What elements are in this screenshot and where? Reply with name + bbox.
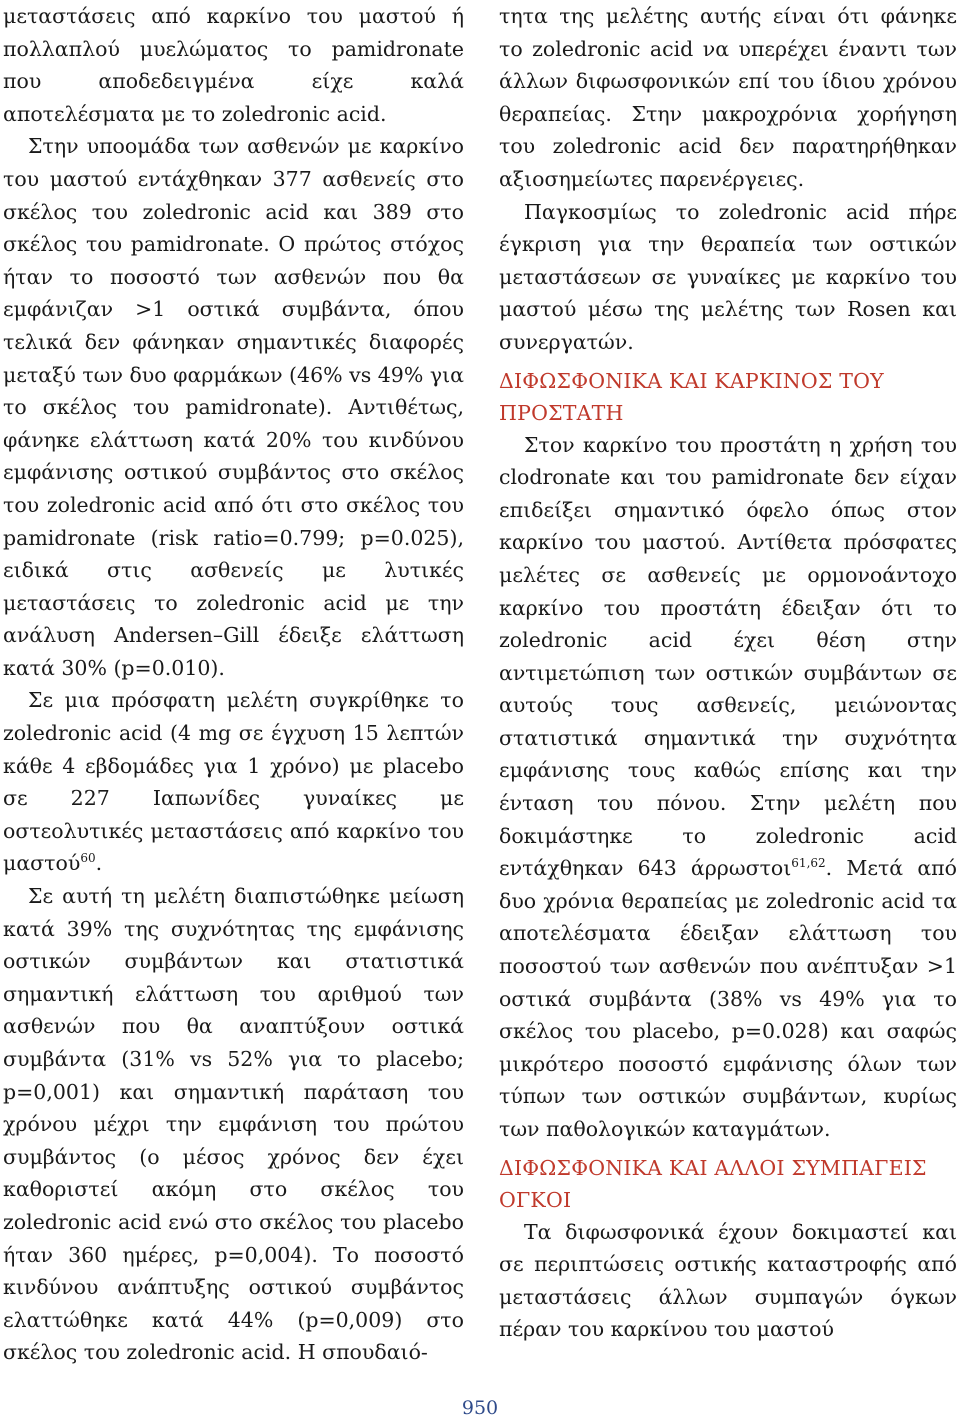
paragraph-study-results: Σε αυτή τη μελέτη διαπιστώθηκε μείωση κατά 39% της συχνότητας της εμφάνισης οστικών συμβάντων και στατιστικά σημαντική ελάττωση του αριθμού των ασθενών που θα αναπτύξουν οστικά συμβάντα (31% vs 52% για το placebo; p=0,001) και σημαντική παράταση του χρόνου μέχρι την εμφάνιση του πρώτου συμβάντος (ο μέσος χρόνος δεν έχει καθοριστεί ακόμη στο σκέλος του zoledronic acid ενώ στο σκέλος του placebo ήταν 360 ημέρες, p=0,004). Το ποσοστό κινδύνου ανάπτυξης οστικού συμβάντος ελαττώθηκε κατά 44% (p=0,009) στο σκέλος του zoledronic acid. Η σπουδαιό- xyxy=(3,884,464,1365)
paragraph-breast-subgroup: Στην υποομάδα των ασθενών με καρκίνο του μαστού εντάχθηκαν 377 ασθενείς στο σκέλος του zoledronic acid και 389 στο σκέλος του pamidronate. Ο πρώτος στόχος ήταν το ποσοστό των ασθενών που θα εμφάνιζαν >1 οστικά συμβάντα, όπου τελικά δεν φάνηκαν σημαντικές διαφορές μεταξύ των δυο φαρμάκων (46% vs 49% για το σκέλος του pamidronate). Αντιθέτως, φάνηκε ελάττωση κατά 20% του κινδύνου εμφάνισης οστικού συμβάντος στο σκέλος του zoledronic acid από ότι στο σκέλος του pamidronate (risk ratio=0.799; p=0.025), ειδικά στις ασθενείς με λυτικές μεταστάσεις το zoledronic acid με την ανάλυση Andersen–Gill έδειξε ελάττωση κατά 30% (p=0.010). xyxy=(3,134,464,680)
paragraph-approval: Παγκοσμίως το zoledronic acid πήρε έγκριση για την θεραπεία των οστικών μεταστάσεων σε γυναίκες με καρκίνο του μαστού μέσω της μελέτης των Rosen και συνεργατών. xyxy=(499,199,957,354)
paragraph-continued: τητα της μελέτης αυτής είναι ότι φάνηκε το zoledronic acid να υπερέχει έναντι των άλλων διφωσφονικών επί του ίδιου χρόνου θεραπείας. Στην μακροχρόνια χορήγηση του zoledronic acid δεν παρατηρήθηκαν αξιοσημείωτες παρενέργειες. xyxy=(499,4,957,191)
paragraph-text-end: . xyxy=(95,851,103,876)
paragraph-japanese-study xyxy=(3,684,464,880)
paragraph-other-tumors: Τα διφωσφονικά έχουν δοκιμαστεί και σε περιπτώσεις οστικής καταστροφής από μεταστάσεις άλλων συμπαγών όγκων πέραν του καρκίνου του μαστού xyxy=(499,1219,957,1342)
paragraph-prostate xyxy=(499,429,957,1146)
left-column xyxy=(3,0,464,1369)
reference-superscript: 60 xyxy=(80,851,96,866)
paragraph-text-end: . Μετά από δυο χρόνια θεραπείας με zoledronic acid τα αποτελέσματα έδειξαν ελάττωση του ποσοστού των ασθενών που ανέπτυξαν >1 οστικά συμβάντα (38% vs 49% για το σκέλος του placebo, p=0.028) και σαφώς μικρότερο ποσοστό εμφάνισης όλων των τύπων των οστικών συμβάντων, κυρίως των παθολογικών καταγμάτων. xyxy=(499,856,957,1141)
right-column xyxy=(499,0,957,1346)
paragraph-continued: μεταστάσεις από καρκίνο του μαστού ή πολλαπλού μυελώματος το pamidronate που αποδεδειγμένα είχε καλά αποτελέσματα με το zoledronic acid. xyxy=(3,4,464,126)
section-heading-other-solid-tumors: ΔΙΦΩΣΦΟΝΙΚΑ ΚΑΙ ΑΛΛΟΙ ΣΥΜΠΑΓΕΙΣ ΟΓΚΟΙ xyxy=(499,1155,927,1212)
paragraph-text: Σε μια πρόσφατη μελέτη συγκρίθηκε το zoledronic acid (4 mg σε έγχυση 15 λεπτών κάθε 4 εβδομάδες για 1 χρόνο) με placebo σε 227 Ιαπωνίδες γυναίκες με οστεολυτικές μεταστάσεις από καρκίνο του μαστού xyxy=(3,688,464,876)
reference-superscript: 61,62 xyxy=(791,856,826,871)
page-number: 950 xyxy=(461,1397,499,1419)
paragraph-text: Στον καρκίνο του προστάτη η χρήση του clodronate και του pamidronate δεν είχαν επιδείξει σημαντικό όφελο όπως στον καρκίνο του μαστού. Αντίθετα πρόσφατες μελέτες σε ασθενείς με ορμονοάντοχο καρκίνο του προστάτη έδειξαν ότι το zoledronic acid έχει θέση στην αντιμετώπιση των οστικών συμβάντων σε αυτούς τους ασθενείς, μειώνοντας στατιστικά σημαντικά την συχνότητα εμφάνισης τους καθώς επίσης και την ένταση του πόνου. Στην μελέτη που δοκιμάστηκε το zoledronic acid εντάχθηκαν 643 άρρωστοι xyxy=(499,432,957,881)
section-heading-prostate: ΔΙΦΩΣΦΟΝΙΚΑ ΚΑΙ ΚΑΡΚΙΝΟΣ ΤΟΥ ΠΡΟΣΤΑΤΗ xyxy=(499,368,884,425)
